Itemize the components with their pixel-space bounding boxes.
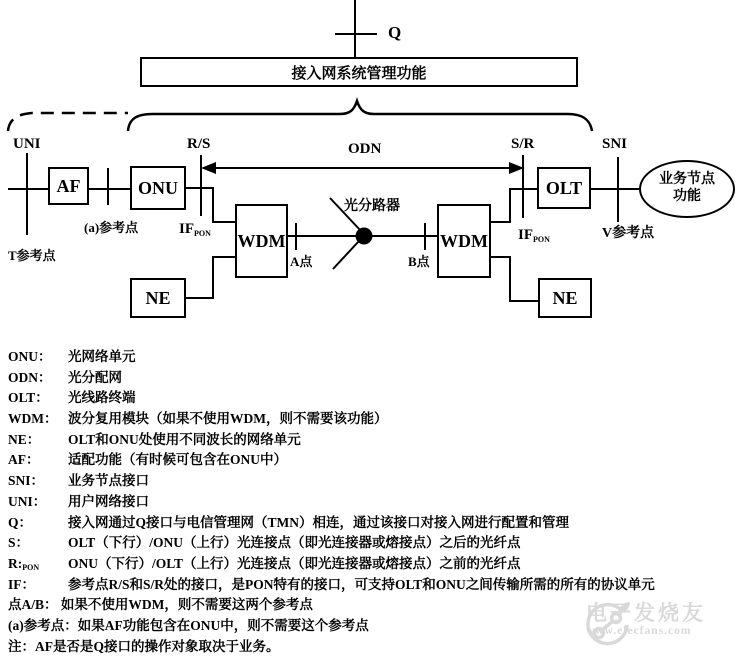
elecfans-watermark <box>586 601 706 638</box>
legend-definition: 用户网络接口 <box>68 493 149 509</box>
pon-subscript: PON <box>194 229 211 238</box>
management-function-box: 接入网系统管理功能 <box>140 57 578 87</box>
legend-term <box>8 554 68 575</box>
legend-row-wdm <box>8 409 734 430</box>
ne-left-box: NE <box>130 278 186 318</box>
rpon-subscript: PON <box>22 562 40 572</box>
legend-definition: 适配功能（有时候可包含在ONU中） <box>68 452 287 468</box>
legend-note-a-ref: (a)参考点：如果AF功能包含在ONU中，则不需要这个参考点 <box>8 617 369 633</box>
legend-definition: 接入网通过Q接口与电信管理网（TMN）相连，通过该接口对接入网进行配置和管理 <box>68 514 569 530</box>
wdm-to-olt-connector <box>491 189 537 222</box>
legend-definition: 光网络单元 <box>68 349 136 364</box>
legend-row-onu <box>8 347 734 368</box>
legend-row-af <box>8 450 734 471</box>
a-reference-label: (a)参考点 <box>84 220 139 235</box>
af-box: AF <box>48 167 89 205</box>
legend-term: NE： <box>8 431 41 447</box>
legend-term: AF： <box>8 452 40 468</box>
legend-note-ab: 点A/B： 如果不使用WDM，则不需要这两个参考点 <box>8 597 313 613</box>
q-label: Q <box>388 23 402 42</box>
legend-term: ODN： <box>8 369 52 385</box>
odn-arrowhead-left <box>201 162 216 174</box>
legend-definition: 业务节点接口 <box>68 473 149 489</box>
legend-term: S： <box>8 535 30 551</box>
legend-row-s <box>8 533 734 554</box>
optical-splitter-dot <box>356 228 373 245</box>
sni-label: SNI <box>602 136 628 152</box>
onu-box: ONU <box>130 166 186 210</box>
legend-row-if <box>8 575 734 596</box>
legend-term: UNI： <box>8 493 47 509</box>
legend-row-odn <box>8 368 734 389</box>
legend-term: Q： <box>8 514 33 530</box>
elecfans-logo-icon <box>586 601 630 651</box>
legend-definition: 波分复用模块（如果不使用WDM，则不需要该功能） <box>68 411 388 427</box>
rs-label: R/S <box>187 136 211 152</box>
if-text: IF <box>179 221 194 237</box>
legend-row-olt <box>8 388 734 409</box>
if-text: IF <box>518 227 533 243</box>
point-a-label: A点 <box>290 254 313 269</box>
legend-definition: OLT和ONU处使用不同波长的网络单元 <box>68 431 301 447</box>
management-scope-brace <box>128 101 592 131</box>
service-node-line2: 功能 <box>673 189 701 204</box>
service-node-line1: 业务节点 <box>659 172 715 188</box>
point-b-label: B点 <box>408 254 430 269</box>
legend-definition: 光线路终端 <box>68 390 136 406</box>
ifpon-right-label <box>518 227 550 244</box>
ifpon-left-label <box>179 221 211 238</box>
ne-left-to-wdm-connector <box>186 257 235 298</box>
olt-box: OLT <box>537 167 591 209</box>
t-reference-label: T参考点 <box>8 248 56 263</box>
odn-arrowhead-right <box>509 162 524 174</box>
rpon-term-text: R: <box>8 555 23 571</box>
watermark-url: www.elecfans.com <box>586 625 692 637</box>
legend-definition: 参考点R/S和S/R处的接口，是PON特有的接口，可支持OLT和ONU之间传输所需的所有的协议单元 <box>68 576 655 592</box>
wdm-to-ne-right-connector <box>491 257 538 301</box>
legend-row-ne <box>8 430 734 451</box>
legend-term: OLT： <box>8 390 49 406</box>
legend-term: SNI： <box>8 473 45 489</box>
watermark-brand: 电子发烧友 <box>586 601 706 625</box>
legend-definition: 光分配网 <box>68 369 122 385</box>
uni-label: UNI <box>13 136 41 152</box>
legend-row-q <box>8 513 734 534</box>
pon-subscript: PON <box>533 235 550 244</box>
legend-row-sni <box>8 471 734 492</box>
wdm-right-box: WDM <box>437 204 491 278</box>
sr-label: S/R <box>511 136 535 152</box>
splitter-branch-line <box>333 241 359 269</box>
optical-splitter-label: 光分路器 <box>344 199 400 214</box>
legend-note-remark: 注：AF是否是Q接口的操作对象取决于业务。 <box>8 638 280 654</box>
legend-term: IF： <box>8 576 35 592</box>
v-reference-label: V参考点 <box>602 226 655 241</box>
wdm-left-box: WDM <box>235 204 288 278</box>
dashed-scope-curve <box>8 113 128 131</box>
legend-definition: ONU（下行）/OLT（上行）光连接点（即光连接器或熔接点）之前的光纤点 <box>68 555 521 571</box>
service-node-function-ellipse <box>639 160 735 218</box>
legend-term: ONU： <box>8 349 52 364</box>
legend-definition: OLT（下行）/ONU（上行）光连接点（即光连接器或熔接点）之后的光纤点 <box>68 535 521 551</box>
legend-row-uni <box>8 492 734 513</box>
ne-right-box: NE <box>538 278 592 318</box>
legend-row-rpon <box>8 554 734 575</box>
legend-term: WDM： <box>8 411 58 427</box>
onu-to-wdm-connector <box>186 188 235 222</box>
odn-label: ODN <box>348 141 382 157</box>
